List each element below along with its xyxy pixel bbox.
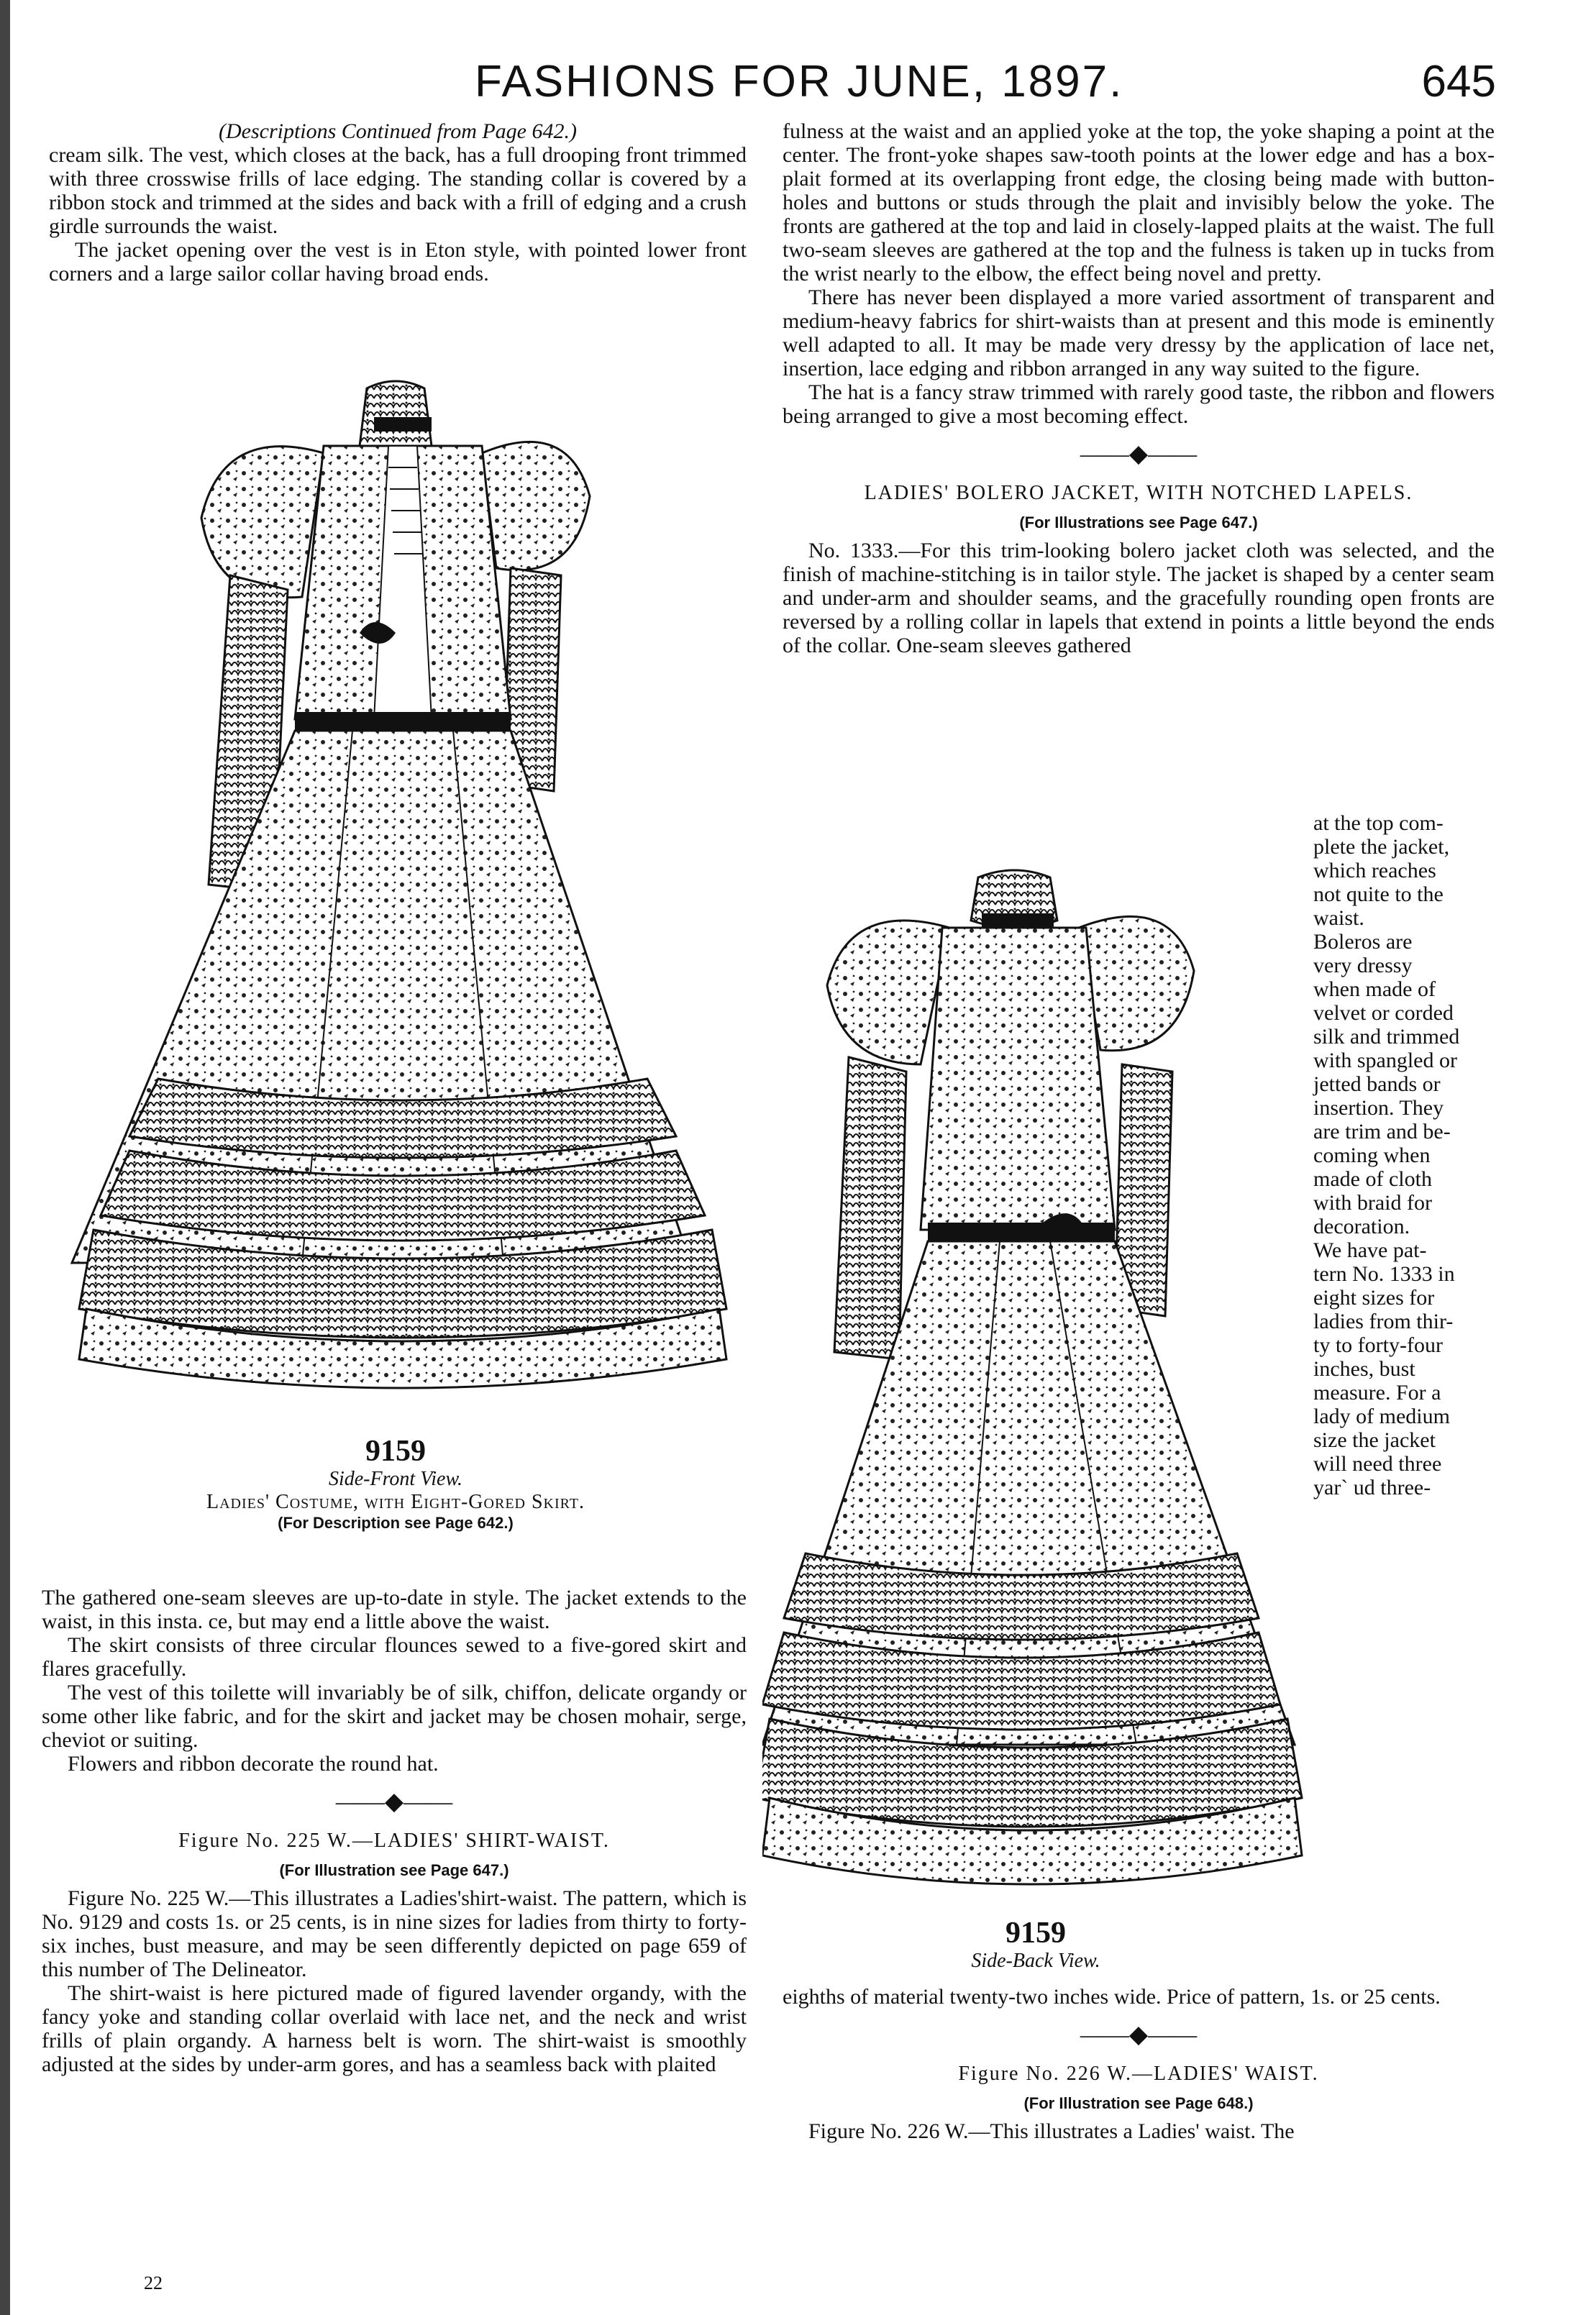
text-line: ty to forty-four (1313, 1333, 1443, 1357)
left-column-top (49, 119, 747, 286)
text-line: size the jacket (1313, 1428, 1436, 1452)
page-title: FASHIONS FOR JUNE, 1897. (475, 57, 1124, 106)
text-line: decoration. (1313, 1215, 1410, 1238)
figure-9159-front (50, 374, 741, 1553)
text-line: silk and trimmed (1313, 1025, 1460, 1049)
text-line: waist. (1313, 906, 1364, 930)
paragraph: eighths of material twenty-two inches wide. Price of pattern, 1s. or 25 cents. (783, 1985, 1441, 2009)
paragraph: fulness at the waist and an applied yoke at the top, the yoke shaping a point at the center. The front-yoke shapes saw-tooth points at the lower edge and has a box-plait formed at its overlapping front edge, the closing being made with button-holes and buttons or studs through the plait and invisibly below the yoke. The fronts are gathered at the top and laid in closely-lapped plaits at the waist. The full two-seam sleeves are gathered at the top and the fulness is taken up in tucks from the wrist nearly to the elbow, the effect being novel and pretty. (783, 119, 1495, 286)
section-divider: ——◆—— (1080, 441, 1198, 467)
text-line: not quite to the (1313, 882, 1444, 906)
text-line: when made of (1313, 977, 1436, 1001)
page-number: 645 (1421, 57, 1496, 106)
paragraph: Flowers and ribbon decorate the round hat. (68, 1752, 439, 1776)
paragraph: The vest of this toilette will invariably be of silk, chiffon, delicate organdy or some other like fabric, and for the skirt and jacket may be chosen mohair, serge, cheviot or suiting. (42, 1681, 747, 1752)
page-header (475, 56, 1496, 114)
section-heading: Figure No. 225 W.—LADIES' SHIRT-WAIST. (178, 1830, 610, 1852)
right-column-bottom (783, 1985, 1495, 2143)
text-line: eight sizes for (1313, 1286, 1435, 1310)
text-line: are trim and be- (1313, 1120, 1451, 1143)
text-line: velvet or corded (1313, 1001, 1454, 1025)
right-column-top (783, 119, 1495, 657)
section-reference: (For Illustration see Page 648.) (1023, 2094, 1254, 2112)
paragraph: Figure No. 226 W.—This illustrates a Ladies' waist. The (808, 2119, 1295, 2143)
paragraph: The gathered one-seam sleeves are up-to-date in style. The jacket extends to the waist, in this insta. ce, but may end a little above the waist. (42, 1586, 747, 1633)
bolero-floating-text (1313, 811, 1500, 1499)
paragraph: Figure No. 225 W.—This illustrates a Ladies'shirt-waist. The pattern, which is No. 9129 and costs 1s. or 25 cents, is in nine sizes for ladies from thirty to forty-six inches, bust measure, and may be seen differently depicted on page 659 of this number of The Delineator. (42, 1886, 747, 1981)
figure-number: 9159 (365, 1435, 426, 1468)
text-line: very dressy (1313, 954, 1413, 977)
section-reference: (For Illustration see Page 647.) (279, 1861, 509, 1879)
text-line: with braid for (1313, 1191, 1432, 1215)
page-mark: 22 (144, 2273, 163, 2293)
figure-caption: Ladies' Costume, with Eight-Gored Skirt. (206, 1491, 585, 1513)
text-line: inches, bust (1313, 1357, 1415, 1381)
figure-view-label: Side-Front View. (328, 1468, 463, 1490)
figure-number: 9159 (1006, 1917, 1066, 1950)
section-divider: ——◆—— (1080, 2022, 1198, 2048)
text-line: which reaches (1313, 859, 1436, 882)
paragraph: The shirt-waist is here pictured made of figured lavender organdy, with the fancy yoke and standing collar overlaid with lace net, and the neck and wrist frills of plain organdy. A harness belt is worn. The shirt-waist is smoothly adjusted at the sides by under-arm gores, and has a seamless back with plaited (42, 1981, 747, 2076)
continued-note: (Descriptions Continued from Page 642.) (218, 119, 577, 143)
figure-reference: (For Description see Page 642.) (278, 1514, 514, 1532)
paragraph: No. 1333.—For this trim-looking bolero jacket cloth was selected, and the finish of machine-stitching is in tailor style. The jacket is shaped by a center seam and under-arm and shoulder seams, and the gracefully rounding open fronts are reversed by a rolling collar in lapels that extend in points a little beyond the ends of the collar. One-seam sleeves gathered (783, 539, 1495, 657)
paragraph: There has never been displayed a more varied assortment of transparent and medium-heavy fabrics for shirt-waists than at present and this mode is eminently well adapted to all. It may be made very dressy by the application of lace net, insertion, lace edging and ribbon arranged in any way suited to the figure. (783, 286, 1495, 380)
text-line: made of cloth (1313, 1167, 1432, 1191)
dress-illustration-front (50, 374, 741, 1431)
text-line: plete the jacket, (1313, 835, 1450, 859)
text-line: tern No. 1333 in (1313, 1262, 1455, 1286)
text-line: ladies from thir- (1313, 1310, 1454, 1333)
paragraph: The jacket opening over the vest is in Eton style, with pointed lower front corners and a large sailor collar having broad ends. (49, 238, 747, 286)
paragraph: The hat is a fancy straw trimmed with rarely good taste, the ribbon and flowers being arranged to give a most becoming effect. (783, 380, 1495, 428)
text-line: Boleros are (1313, 930, 1413, 954)
text-line: jetted bands or (1313, 1072, 1441, 1096)
figure-view-label: Side-Back View. (971, 1950, 1100, 1972)
text-line: yar` ud three- (1313, 1476, 1431, 1499)
text-line: with spangled or (1313, 1049, 1457, 1072)
paragraph: The skirt consists of three circular flounces sewed to a five-gored skirt and flares gracefully. (42, 1633, 747, 1681)
section-reference: (For Illustrations see Page 647.) (1019, 513, 1258, 531)
figure-9159-back (762, 863, 1309, 1985)
text-line: at the top com- (1313, 811, 1444, 835)
text-line: coming when (1313, 1143, 1431, 1167)
text-line: We have pat- (1313, 1238, 1427, 1262)
section-heading: Figure No. 226 W.—LADIES' WAIST. (958, 2063, 1319, 2085)
dress-illustration-back (762, 863, 1309, 1913)
text-line: insertion. They (1313, 1096, 1444, 1120)
paragraph: cream silk. The vest, which closes at the back, has a full drooping front trimmed with three crosswise frills of lace edging. The standing collar is covered by a ribbon stock and trimmed at the sides and back with a frill of edging and a crush girdle surrounds the waist. (49, 143, 747, 238)
binding-edge (0, 0, 10, 2315)
section-divider: ——◆—— (335, 1789, 453, 1815)
text-line: measure. For a (1313, 1381, 1441, 1405)
section-heading: LADIES' BOLERO JACKET, WITH NOTCHED LAPELS. (864, 482, 1413, 504)
text-line: lady of medium (1313, 1405, 1450, 1428)
text-line: will need three (1313, 1452, 1442, 1476)
left-column-bottom (42, 1586, 747, 2076)
